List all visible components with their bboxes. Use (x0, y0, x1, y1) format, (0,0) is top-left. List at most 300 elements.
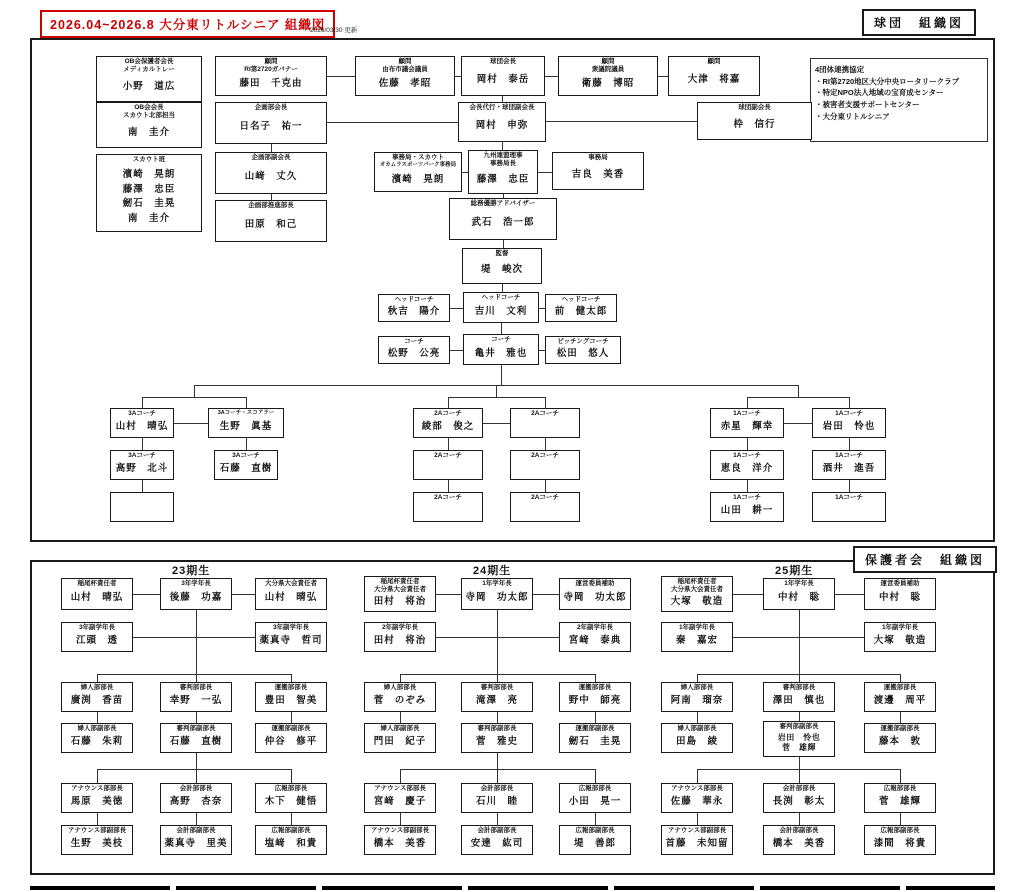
connector (450, 350, 463, 351)
node-name: 阿南 瑠奈 (670, 695, 724, 707)
node-title: 広報部副部長 (271, 827, 311, 834)
node-title: 2Aコーチ (531, 410, 559, 417)
node-name: 藤澤 忠臣 (476, 174, 530, 186)
node-title: 1年副学年長 (678, 624, 716, 631)
node-title: 顧問 (601, 58, 615, 65)
node-title: 審判部副部長 (477, 725, 517, 732)
node-title: RI第2720ガバナー (244, 65, 298, 73)
node-title: 大分県大会責任者 (374, 585, 426, 593)
org-node-3a-coach-2 (110, 450, 174, 480)
org-node-1a-coach-6 (812, 492, 886, 522)
connector (448, 397, 545, 398)
node-name: 綾部 俊之 (421, 421, 475, 433)
connector (291, 712, 292, 723)
node-title: 会長代行・球団副会長 (469, 104, 535, 111)
node-title: 1年副学年長 (881, 624, 919, 631)
org-node-g25-fujin (661, 682, 733, 712)
connector (497, 753, 498, 769)
connector (502, 96, 503, 102)
org-node-g24-kaikei (461, 783, 533, 813)
connector (291, 769, 292, 783)
node-name: 寺岡 功太郎 (465, 592, 529, 604)
org-node-acting-president (458, 102, 546, 142)
org-node-g24-shinpan-fuku (461, 723, 533, 753)
connector (196, 769, 197, 783)
node-name: 漆間 将貴 (873, 838, 927, 850)
connector (900, 769, 901, 783)
org-node-planning-promotion (215, 200, 327, 242)
connector (497, 712, 498, 723)
node-name: 石川 睦 (475, 796, 518, 808)
node-title: 企画部推進部長 (248, 202, 294, 209)
updated-date: 2026/03/30 更新 (310, 27, 358, 34)
org-node-g23-oita (255, 578, 327, 610)
org-node-1a-coach-5 (710, 492, 784, 522)
node-title: ヘッドコーチ (561, 296, 601, 303)
node-name: 山田 耕一 (720, 505, 774, 517)
org-node-secretary-general (468, 150, 538, 194)
group-header-24: 24期生 (473, 565, 512, 577)
node-name: 長渕 彰太 (772, 796, 826, 808)
connector (799, 674, 800, 682)
org-node-office (552, 152, 644, 190)
org-node-g23-koho (255, 783, 327, 813)
connector (133, 637, 255, 638)
org-node-1a-coach-2 (812, 408, 886, 438)
node-title: 顧問 (264, 58, 278, 65)
node-title: 球団会長 (490, 58, 516, 65)
org-node-g24-fuku2 (559, 622, 631, 652)
org-node-coach-2 (463, 334, 539, 365)
connector (733, 594, 763, 595)
node-name: 薬真寺 哲司 (259, 635, 323, 647)
node-name: 濱崎 晃朗 (391, 173, 445, 185)
org-node-g23-inao (61, 578, 133, 610)
node-name: 田原 和己 (244, 219, 298, 231)
hogoshakai-section-title: 保護者会 組織図 (853, 546, 997, 573)
node-name: 堤 峻次 (480, 264, 523, 276)
org-node-2a-coach-3 (413, 450, 483, 480)
node-name: 小野 道広 (122, 81, 176, 93)
org-node-g24-koho-fuku (559, 825, 631, 855)
org-node-2a-coach-6 (510, 492, 580, 522)
org-node-g25-kaikei-fuku (763, 825, 835, 855)
connector (194, 385, 195, 397)
group-header-25: 25期生 (775, 565, 814, 577)
org-node-g25-koho-fuku (864, 825, 936, 855)
node-title: 2Aコーチ (434, 494, 462, 501)
node-name: 濱崎 晃朗 (122, 168, 176, 180)
node-name: 岡村 申弥 (475, 120, 529, 132)
connector (271, 144, 272, 152)
org-node-g25-fuku2 (864, 622, 936, 652)
connector (97, 813, 98, 825)
org-node-g23-shinpan (160, 682, 232, 712)
connector (502, 142, 503, 150)
node-title: 広報部部長 (274, 785, 308, 792)
connector (539, 308, 545, 309)
connector (271, 194, 272, 200)
node-title: 2年副学年長 (576, 624, 614, 631)
node-title: アナウンス部部長 (374, 785, 426, 792)
node-name: 石藤 直樹 (169, 736, 223, 748)
connector (900, 813, 901, 825)
node-title: 婦人部副部長 (77, 725, 117, 732)
connector (747, 397, 849, 398)
node-name: 前 健太郎 (554, 306, 608, 318)
connector (697, 769, 698, 783)
node-title: 企画部会長 (254, 104, 288, 111)
connector (400, 712, 401, 723)
org-node-g24-announce (364, 783, 436, 813)
node-name: 後藤 功嘉 (169, 592, 223, 604)
node-name: 田島 綾 (675, 736, 718, 748)
node-title: 衆議院議員 (591, 65, 625, 73)
node-name: 山村 晴弘 (264, 592, 318, 604)
connector (448, 438, 449, 450)
node-name: 松野 公亮 (387, 348, 441, 360)
node-title: 会計部部長 (782, 785, 816, 792)
org-node-coach-1 (378, 336, 450, 364)
org-node-g25-shinpan (763, 682, 835, 712)
org-node-g23-kaikei-fuku (160, 825, 232, 855)
node-name: 亀井 雅也 (474, 347, 528, 359)
node-title: 大分県大会責任者 (265, 580, 317, 587)
connector (539, 350, 545, 351)
node-title: 3年学年長 (181, 580, 211, 587)
connector (448, 480, 449, 492)
org-node-g23-fujin (61, 682, 133, 712)
connector (291, 674, 292, 682)
node-name: 秦 嘉宏 (675, 635, 718, 647)
node-title: 会計部部長 (480, 785, 514, 792)
connector (246, 397, 247, 408)
node-name: 菅 雄輝 (878, 796, 921, 808)
org-node-g24-fujin-fuku (364, 723, 436, 753)
node-name: 菅 雄輝 (782, 743, 816, 753)
node-name: 堤 善郎 (573, 838, 616, 850)
node-title: OB会会長 (134, 104, 164, 111)
node-name: 澤田 慎也 (772, 695, 826, 707)
connector (291, 813, 292, 825)
node-title: スカウト班 (132, 156, 166, 163)
connector (545, 480, 546, 492)
node-title: 運営委員補助 (880, 580, 920, 587)
org-node-2a-coach-1 (413, 408, 483, 438)
node-name: 劒石 圭晃 (122, 198, 176, 210)
node-title: 1Aコーチ (835, 494, 863, 501)
connector (97, 674, 98, 682)
node-title: 運搬部部長 (883, 684, 917, 691)
node-name: 秋吉 陽介 (387, 306, 441, 318)
node-name: 宮﨑 慶子 (373, 796, 427, 808)
node-name: 生野 眞基 (219, 420, 273, 432)
node-title: コーチ (404, 338, 424, 345)
org-node-g25-gakunencho (763, 578, 835, 610)
org-node-g24-unei (559, 578, 631, 610)
connector (799, 813, 800, 825)
org-node-planning-chair (215, 102, 327, 144)
node-title: 広報部部長 (578, 785, 612, 792)
connector (97, 769, 291, 770)
node-name: 幸野 一弘 (169, 695, 223, 707)
node-title: 会計部副部長 (176, 827, 216, 834)
node-title: オカムラスポーツパーク事務局 (379, 161, 457, 168)
node-title: 1Aコーチ (835, 452, 863, 459)
org-node-scout-group (96, 154, 202, 232)
node-name: 野中 師亮 (568, 695, 622, 707)
node-title: 審判部部長 (480, 684, 514, 691)
node-name: 橋本 美香 (772, 838, 826, 850)
node-title: メディカルトレー (123, 65, 175, 73)
partnership-item: ・大分東リトルシニア (815, 111, 890, 121)
org-node-g25-unpan (864, 682, 936, 712)
page-title: 2026.04~2026.8 大分東リトルシニア 組織図 (40, 10, 335, 38)
org-node-g25-inao (661, 576, 733, 612)
node-name: 南 圭介 (127, 213, 170, 225)
org-node-g23-fuku2 (255, 622, 327, 652)
node-title: 広報部部長 (883, 785, 917, 792)
node-title: 由布市議会議員 (382, 65, 428, 73)
node-title: 婦人部副部長 (380, 725, 420, 732)
node-title: 運搬部副部長 (575, 725, 615, 732)
node-title: ヘッドコーチ (481, 294, 521, 301)
node-title: 審判部副部長 (779, 723, 819, 730)
org-node-g25-unpan-fuku (864, 723, 936, 753)
node-name: 渡邊 周平 (873, 695, 927, 707)
partnership-item: ・被害者支援サポートセンター (815, 99, 920, 109)
node-name: 仲谷 修平 (264, 736, 318, 748)
node-title: 会計部部長 (179, 785, 213, 792)
org-node-g25-announce (661, 783, 733, 813)
node-title: 2Aコーチ (531, 452, 559, 459)
node-name: 日名子 祐一 (239, 121, 303, 133)
connector (196, 813, 197, 825)
node-name: 田村 将治 (373, 635, 427, 647)
node-title: コーチ (491, 336, 511, 343)
org-node-g24-koho (559, 783, 631, 813)
connector (97, 769, 98, 783)
node-title: 3Aコーチ (128, 410, 156, 417)
node-name: 石藤 直樹 (219, 463, 273, 475)
connector (196, 753, 197, 769)
org-node-g24-announce-fuku (364, 825, 436, 855)
org-node-g23-unpan-fuku (255, 723, 327, 753)
connector (502, 284, 503, 292)
connector (849, 397, 850, 408)
node-name: 松田 悠人 (556, 348, 610, 360)
connector (533, 594, 559, 595)
node-title: 審判部副部長 (176, 725, 216, 732)
connector (327, 76, 355, 77)
node-title: スカウト北部担当 (123, 111, 175, 119)
connector (595, 769, 596, 783)
node-name: 安達 紘司 (470, 838, 524, 850)
org-node-g25-unei (864, 578, 936, 610)
org-node-g23-fujin-fuku (61, 723, 133, 753)
connector (545, 397, 546, 408)
org-node-g23-kaikei (160, 783, 232, 813)
connector (503, 240, 504, 248)
node-title: 顧問 (707, 58, 721, 65)
node-title: 1Aコーチ (733, 452, 761, 459)
node-name: 塩﨑 和貴 (264, 838, 318, 850)
node-name: 山村 晴弘 (115, 421, 169, 433)
node-title: 3年副学年長 (272, 624, 310, 631)
node-name: 藤本 敦 (878, 736, 921, 748)
node-title: 2Aコーチ (531, 494, 559, 501)
node-title: 婦人部副部長 (677, 725, 717, 732)
node-title: 会計部副部長 (477, 827, 517, 834)
node-name: 菅 のぞみ (373, 695, 427, 707)
connector (436, 594, 461, 595)
node-name: 岩田 怜也 (822, 421, 876, 433)
connector (142, 438, 143, 450)
node-title: 九州連盟理事 (483, 152, 523, 159)
connector (595, 674, 596, 682)
connector (501, 365, 502, 385)
node-name: 武石 浩一郎 (471, 217, 535, 229)
connector (97, 712, 98, 723)
node-title: 事務局長 (490, 159, 516, 167)
node-name: 廣渕 香苗 (70, 695, 124, 707)
node-title: アナウンス部副部長 (667, 827, 727, 834)
connector (595, 813, 596, 825)
node-title: 2Aコーチ (434, 410, 462, 417)
node-name: 木下 健悟 (264, 796, 318, 808)
org-node-club-president (461, 56, 545, 96)
org-node-1a-coach-1 (710, 408, 784, 438)
org-node-g24-kaikei-fuku (461, 825, 533, 855)
node-title: 審判部部長 (179, 684, 213, 691)
node-title: アナウンス部部長 (671, 785, 723, 792)
connector (733, 637, 864, 638)
node-title: 1Aコーチ (733, 494, 761, 501)
org-node-g24-fuku1 (364, 622, 436, 652)
node-title: ヘッドコーチ (394, 296, 434, 303)
node-title: 3Aコーチ (232, 452, 260, 459)
org-node-advisor-takeishi (449, 198, 557, 240)
org-node-g23-koho-fuku (255, 825, 327, 855)
node-name: 大塚 敬造 (670, 596, 724, 608)
node-name: 菅 雅史 (475, 736, 518, 748)
connector (799, 769, 800, 783)
org-node-g23-announce-fuku (61, 825, 133, 855)
connector (799, 757, 800, 769)
connector (697, 813, 698, 825)
node-title: 婦人部部長 (680, 684, 714, 691)
connector (246, 438, 247, 450)
node-name: 赤星 輝幸 (720, 421, 774, 433)
group-header-23: 23期生 (172, 565, 211, 577)
connector (545, 438, 546, 450)
connector (462, 172, 468, 173)
org-node-head-coach-2 (463, 292, 539, 323)
node-name: 佐藤 孝昭 (378, 78, 432, 90)
connector (196, 674, 197, 682)
node-name: 石藤 朱莉 (70, 736, 124, 748)
connector (450, 308, 463, 309)
node-title: 稲尾杯責任者 (77, 580, 117, 587)
node-title: アナウンス部副部長 (370, 827, 430, 834)
org-node-g23-shinpan-fuku (160, 723, 232, 753)
node-title: ピッチングコーチ (557, 338, 609, 345)
node-name: 劒石 圭晃 (568, 736, 622, 748)
node-name: 枠 信行 (733, 119, 776, 131)
node-title: 1Aコーチ (733, 410, 761, 417)
connector (900, 674, 901, 682)
connector (747, 397, 748, 408)
connector (501, 323, 502, 334)
connector (835, 594, 864, 595)
org-node-g23-gakunencho (160, 578, 232, 610)
node-name: 小田 晃一 (568, 796, 622, 808)
node-name: 衛藤 博昭 (581, 78, 635, 90)
node-name: 高野 杏奈 (169, 796, 223, 808)
node-title: アナウンス部部長 (71, 785, 123, 792)
connector (400, 769, 401, 783)
org-node-g24-unpan-fuku (559, 723, 631, 753)
org-node-3a-coach-3 (214, 450, 278, 480)
node-name: 首藤 未知留 (665, 838, 729, 850)
node-name: 馬原 美徳 (70, 796, 124, 808)
node-name: 高野 北斗 (115, 463, 169, 475)
org-node-planning-vice-chair (215, 152, 327, 194)
node-name: 滝澤 亮 (475, 695, 518, 707)
node-name: 生野 美枝 (70, 838, 124, 850)
org-node-g25-fujin-fuku (661, 723, 733, 753)
node-name: 南 圭介 (127, 127, 170, 139)
node-name: 田村 将治 (373, 596, 427, 608)
node-title: 婦人部部長 (80, 684, 114, 691)
connector (483, 423, 510, 424)
connector (784, 423, 812, 424)
org-node-g24-inao (364, 576, 436, 612)
connector (545, 76, 558, 77)
node-title: 球団副会長 (738, 104, 771, 111)
partnership-item: ・RI第2720地区大分中央ロータリークラブ (815, 76, 960, 86)
node-title: 顧問 (398, 58, 412, 65)
connector (747, 480, 748, 492)
connector (97, 674, 291, 675)
connector (697, 712, 698, 723)
node-title: 広報部副部長 (575, 827, 615, 834)
node-name: 山村 晴弘 (70, 592, 124, 604)
node-title: 1年学年長 (482, 580, 512, 587)
node-title: 婦人部部長 (383, 684, 417, 691)
connector (142, 397, 143, 408)
connector (849, 438, 850, 450)
org-node-2a-coach-2 (510, 408, 580, 438)
org-node-g24-unpan (559, 682, 631, 712)
node-name: 江頭 透 (75, 635, 118, 647)
partnership-item: ・特定NPO法人地域の宝育成センター (815, 88, 944, 98)
partnership-note (810, 58, 988, 142)
node-title: OB会保護者会長 (124, 58, 174, 65)
node-name: 恵良 洋介 (720, 463, 774, 475)
node-title: 企画部副会長 (251, 154, 291, 161)
node-title: 2Aコーチ (434, 452, 462, 459)
page-bottom-rule (30, 886, 995, 890)
node-name: 大塚 敬造 (873, 635, 927, 647)
node-name: 大津 将嘉 (687, 74, 741, 86)
org-node-vice-president (697, 102, 812, 140)
org-node-g25-announce-fuku (661, 825, 733, 855)
connector (400, 674, 401, 682)
node-title: アナウンス部副部長 (67, 827, 127, 834)
node-title: 3年副学年長 (78, 624, 116, 631)
partnership-heading: 4団体連携協定 (815, 65, 865, 74)
